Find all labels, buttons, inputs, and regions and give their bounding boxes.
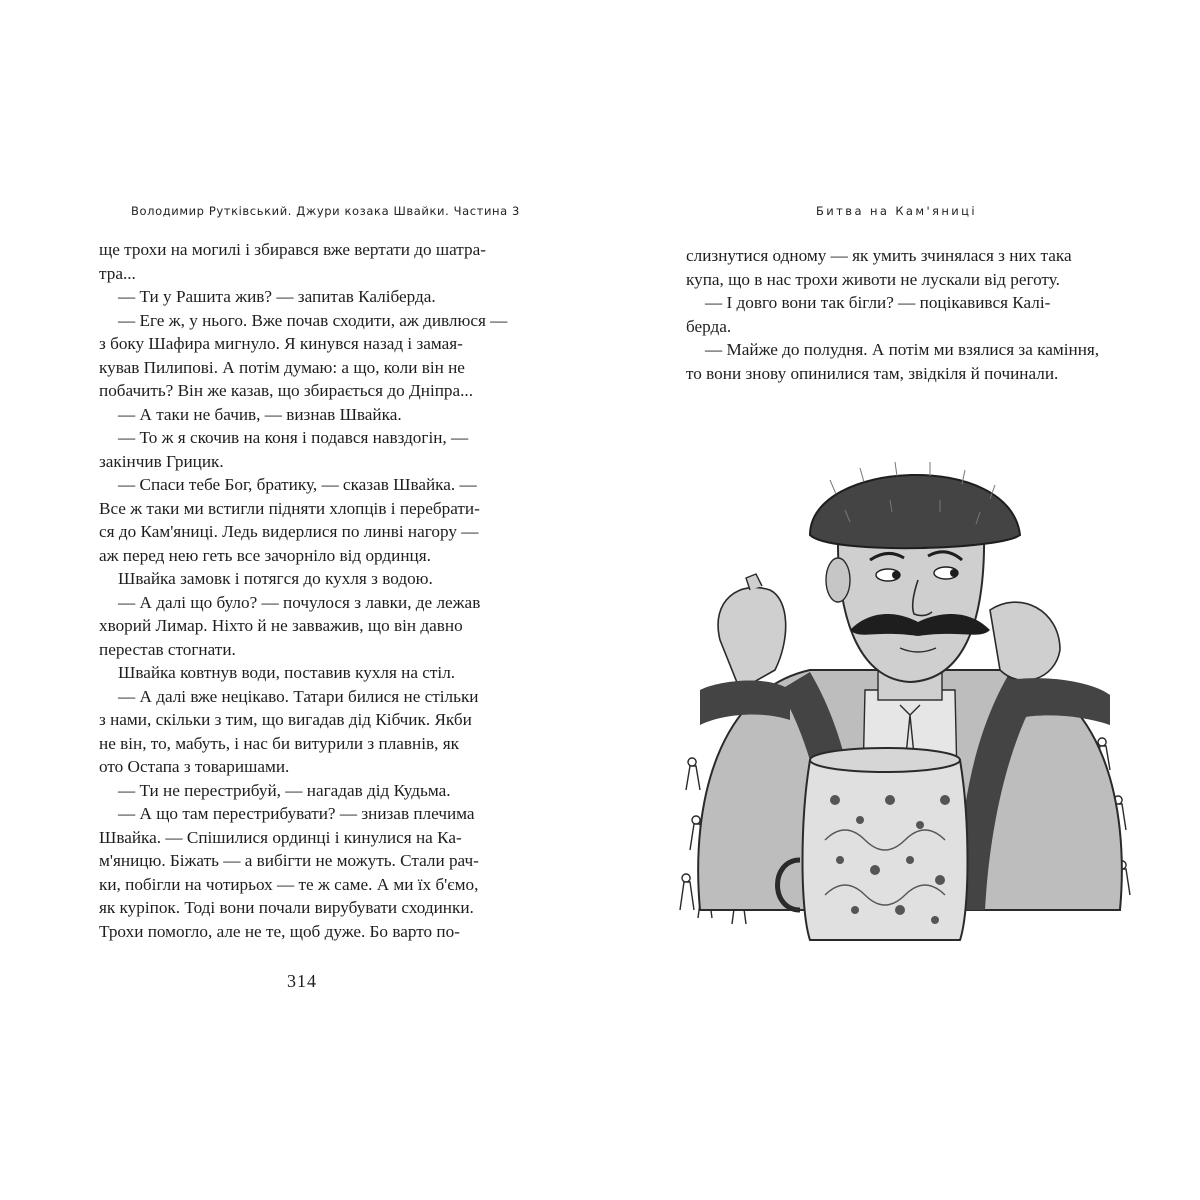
text-line: — А далі вже нецікаво. Татари билися не стільки (118, 686, 479, 706)
text-line: — Майже до полудня. А потім ми взялися за каміння, (705, 340, 1100, 359)
text-line: побачить? Він же казав, що збирається до Дніпра... (99, 381, 474, 400)
text-line: як куріпок. Тоді вони почали вирубувати сходинки. (99, 898, 474, 917)
running-head-left: Володимир Рутківський. Джури козака Швайки. Частина 3 (131, 204, 520, 218)
text-line: Швайка. — Спішилися ординці і кинулися на Ка- (99, 827, 462, 847)
running-head-right: Битва на Кам'яниці (816, 204, 977, 218)
text-line: — Ти не перестрибуй, — нагадав дід Кудьма. (118, 780, 451, 800)
text-line: аж перед нею геть все зачорніло від ординця. (99, 545, 431, 565)
text-line: м'яницю. Біжать — а вибігти не можуть. Стали рач- (99, 851, 479, 870)
text-line: то вони знову опинилися там, звідкіля й починали. (686, 363, 1059, 383)
text-line: купа, що в нас трохи животи не лускали від реготу. (686, 269, 1060, 289)
text-line: слизнутися одному — як умить зчинялася з них така (686, 246, 1072, 265)
text-line: тра... (99, 263, 136, 283)
cossack-with-mug-illustration (660, 440, 1160, 960)
text-line: Швайка ковтнув води, поставив кухля на стіл. (118, 663, 456, 682)
text-line: Все ж таки ми встигли підняти хлопців і перебрати- (99, 498, 480, 518)
page-number: 314 (287, 971, 317, 991)
text-line: — І довго вони так бігли? — поцікавився Калі- (705, 293, 1051, 312)
left-page-text (99, 238, 511, 943)
text-line: не він, то, мабуть, і нас би витурили з плавнів, як (99, 733, 459, 753)
text-line: ото Остапа з товаришами. (99, 757, 290, 776)
text-line: з нами, скільки з тим, що вигадав дід Кібчик. Якби (99, 710, 472, 729)
text-line: — Еге ж, у нього. Вже почав сходити, аж дивлюся — (118, 310, 508, 330)
text-line: ки, побігли на чотирьох — те ж саме. А ми їх б'ємо, (99, 874, 479, 894)
text-line: — То ж я скочив на коня і подався навздогін, — (118, 428, 469, 447)
text-line: Трохи помогло, але не те, щоб дуже. Бо варто по- (99, 921, 460, 941)
text-line: ся до Кам'яниці. Ледь видерлися по линві нагору — (99, 522, 479, 541)
text-line: перестав стогнати. (99, 639, 236, 659)
text-line: берда. (686, 316, 732, 336)
text-line: хворий Лимар. Ніхто й не завважив, що він давно (99, 616, 463, 635)
text-line: Швайка замовк і потягся до кухля з водою. (118, 569, 433, 588)
text-line: кував Пилипові. А потім думаю: а що, коли він не (99, 357, 465, 377)
text-line: — Спаси тебе Бог, братику, — сказав Швайка. — (118, 475, 477, 494)
text-line: з боку Шафира мигнуло. Я кинувся назад і замая- (99, 334, 463, 353)
right-page-text (686, 244, 1126, 385)
text-line: — А що там перестрибувати? — знизав плечима (118, 804, 475, 823)
text-line: — А таки не бачив, — визнав Швайка. (118, 404, 402, 424)
text-line: — А далі що було? — почулося з лавки, де лежав (118, 592, 481, 612)
text-line: — Ти у Рашита жив? — запитав Каліберда. (118, 287, 436, 306)
text-line: закінчив Грицик. (99, 451, 224, 471)
text-line: ще трохи на могилі і збирався вже вертати до шатра- (99, 240, 486, 259)
